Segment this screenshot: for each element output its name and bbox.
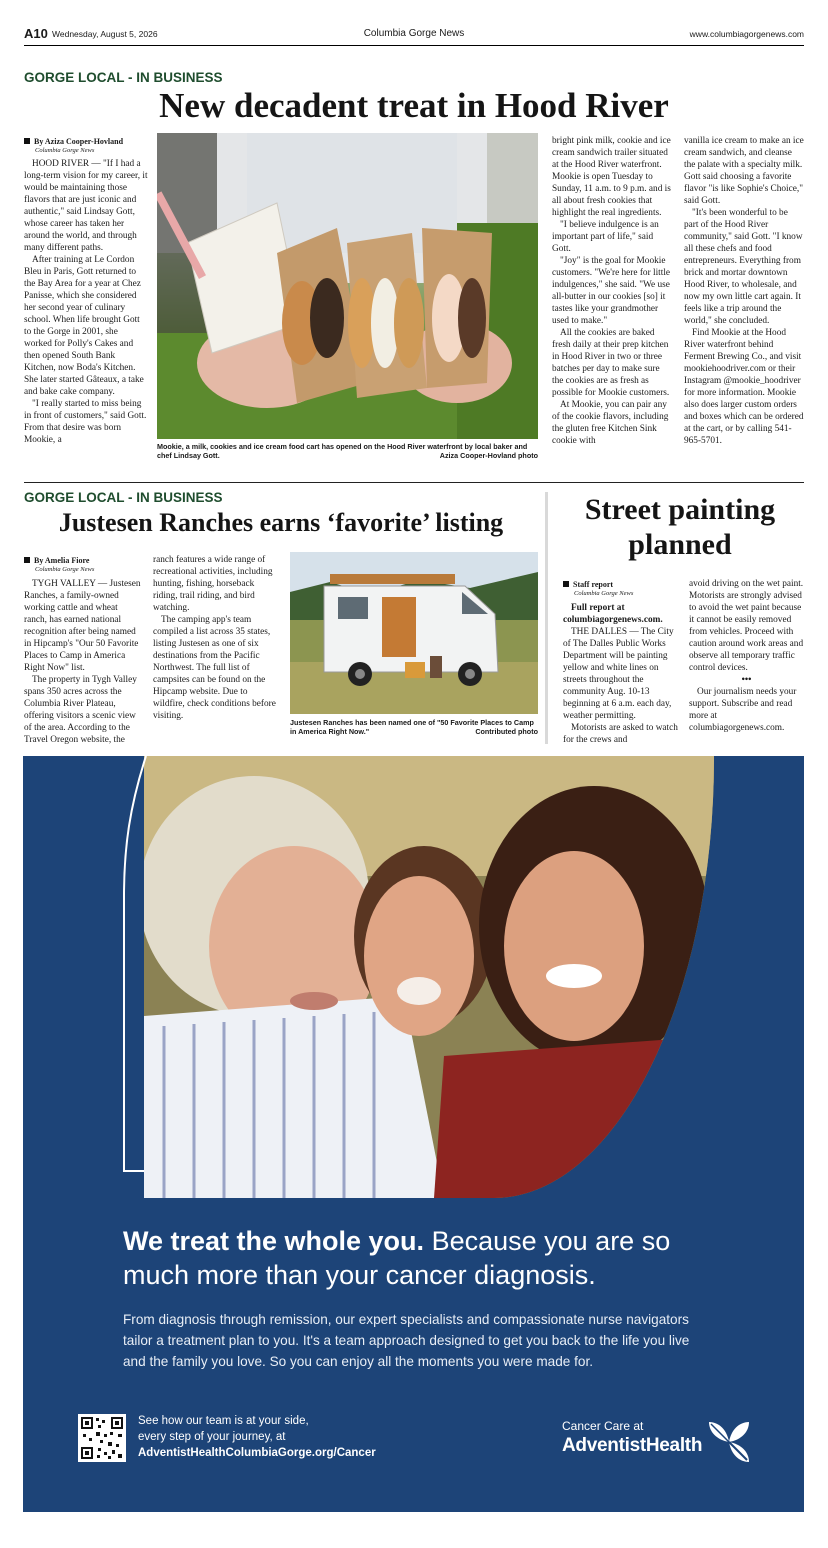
headline-line: planned — [628, 528, 732, 561]
story2-column-1 — [24, 578, 142, 746]
ad-decorative-arc — [120, 756, 150, 1176]
story1-column-3 — [684, 135, 804, 447]
paragraph: vanilla ice cream to make an ice cream sandwich, and cleanse the palate with a specialty milk. Gott said choosing a favorite flavor "is like Sophie's Choice," said Gott. — [684, 136, 804, 206]
paragraph: The camping app's team compiled a list across 35 states, listing Justesen as one of six destinations from the Pacific Northwest. The full list of campsites can be found on the Hipcamp website. Due to wildfire, check conditions before visiting. — [153, 615, 276, 721]
ad-call-to-action — [138, 1413, 458, 1461]
website-link[interactable]: www.columbiagorgenews.com — [689, 29, 804, 39]
section-label: GORGE LOCAL - IN BUSINESS — [24, 70, 223, 85]
paragraph: TYGH VALLEY — Justesen Ranches, a family-owned working cattle and wheat ranch, has earned national recognition after being named in Hipcamp's "Our 50 Favorite Places to Camp in America Right Now" list. — [24, 579, 141, 673]
ad-headline — [123, 1224, 723, 1292]
headline-mookie: New decadent treat in Hood River — [159, 86, 669, 125]
story1-column-1 — [24, 158, 148, 446]
ad-cta-line: every step of your journey, at — [138, 1431, 286, 1443]
photo-illustration — [290, 552, 538, 714]
story2-column-2 — [153, 554, 278, 722]
section-divider — [24, 482, 804, 483]
headline-justesen: Justesen Ranches earns ‘favorite’ listing — [58, 508, 504, 537]
ad-brand-logo-text: AdventistHealth — [562, 1435, 703, 1456]
byline-square-icon — [24, 557, 30, 563]
byline-org: Columbia Gorge News — [35, 566, 95, 573]
paragraph: "I really started to miss being in front of customers," said Gott. From that desire was born Mookie, a — [24, 399, 147, 445]
byline-block — [24, 137, 148, 155]
paragraph: Find Mookie at the Hood River waterfront behind Ferment Brewing Co., and visit mookiehoodriver.com or their Instagram @mookie_hoodriver for more information. Mookie also does larger custom orders and boxes which can be ordered at the cart, or by calling 541-965-5701. — [684, 328, 804, 446]
photo-illustration — [157, 133, 538, 439]
paragraph: avoid driving on the wet paint. Motorists are strongly advised to avoid the wet paint because it cannot be easily removed from vehicles. Proceed with caution around work areas and observe all temporary traffic control devices. — [689, 579, 804, 673]
photo-camper-van — [290, 552, 538, 714]
qr-code-icon[interactable] — [78, 1414, 126, 1462]
paragraph: "It's been wonderful to be part of the Hood River community," said Gott. "I know all these chefs and food entrepreneurs. Everything from brick and mortar downtown Hood River, to wholesale, and now my own little cart again. It feels like a trip around the world," she concluded. — [684, 208, 803, 326]
publication-name: Columbia Gorge News — [363, 28, 465, 39]
ad-body: From diagnosis through remission, our expert specialists and compassionate nurse navigators tailor a treatment plan to you. It's a team approach designed to get you back to the life you live and the family you love. So you can enjoy all the moments you were made for. — [123, 1312, 690, 1369]
ad-headline-rest: Because you are so much more than your cancer diagnosis. — [123, 1226, 671, 1290]
byline-block — [24, 556, 142, 574]
column-divider — [545, 492, 548, 744]
caption-text: Mookie, a milk, cookies and ice cream food cart has opened on the Hood River waterfront by local baker and chef Lindsay Gott. — [157, 442, 528, 460]
page-number: A10 — [24, 26, 48, 41]
ad-headline-bold: We treat the whole you. — [123, 1226, 425, 1256]
byline-block — [563, 580, 681, 598]
issue-date: Wednesday, August 5, 2026 — [52, 29, 158, 39]
byline-square-icon — [24, 138, 30, 144]
paragraph: "I believe indulgence is an important part of life," said Gott. — [552, 220, 659, 254]
story3-column-2 — [689, 578, 804, 734]
paragraph: All the cookies are baked fresh daily at their prep kitchen in Hood River in two or three batches per day to make sure the cookies are as fresh as possible for Mookie customers. — [552, 328, 670, 398]
photo-credit: Contributed photo — [475, 727, 538, 736]
paragraph: The property in Tygh Valley spans 350 acres across the Columbia River Plateau, offering visitors a scenic view of the area. According to the Travel Oregon website, the — [24, 675, 137, 745]
byline-square-icon — [563, 581, 569, 587]
byline-author: Staff report — [573, 580, 614, 589]
byline-org: Columbia Gorge News — [35, 147, 95, 154]
section-label: GORGE LOCAL - IN BUSINESS — [24, 490, 223, 505]
page-header — [24, 26, 804, 46]
photo-caption — [290, 718, 538, 736]
ad-brand-tagline: Cancer Care at — [562, 1419, 644, 1433]
byline-author: By Amelia Fiore — [34, 556, 90, 565]
paragraph: Motorists are asked to watch for the crews and — [563, 723, 678, 745]
separator-dots: ••• — [741, 675, 752, 685]
ad-cta-url[interactable]: AdventistHealthColumbiaGorge.org/Cancer — [138, 1447, 376, 1459]
paragraph: After training at Le Cordon Bleu in Paris, Gott returned to the Bay Area for a year at Chez Panisse, which she considered her second year of culinary school. When life brought Gott to the Gorge in 2001, she worked for Polly's Cakes and then opened South Bank Kitchen, now Boda's Kitchen. She later started Gâteaux, a take and bake cake company. — [24, 255, 144, 397]
headline-line: Street painting — [584, 493, 776, 526]
leaf-logo-icon — [707, 1420, 751, 1464]
ad-cta-line: See how our team is at your side, — [138, 1415, 309, 1427]
photo-credit: Aziza Cooper-Hovland photo — [439, 451, 538, 460]
caption-text: Justesen Ranches has been named one of "50 Favorite Places to Camp in America Right Now." — [290, 718, 534, 736]
paragraph: THE DALLES — The City of The Dalles Public Works Department will be painting yellow and white lines on streets throughout the community Aug. 10-13 beginning at 6 a.m. each day, weather permitting. — [563, 627, 674, 721]
story1-column-2 — [552, 135, 672, 447]
byline-org: Columbia Gorge News — [574, 590, 634, 597]
photo-caption — [157, 442, 538, 460]
paragraph: HOOD RIVER — "If I had a long-term vision for my career, it would be maintaining those flavors that are just iconic and authentic," said Lindsay Gott, whose career has taken her around the world, and through many different paths. — [24, 159, 148, 253]
web-lead-link[interactable]: Full report at columbiagorgenews.com. — [563, 603, 663, 625]
headline-street-painting — [556, 492, 804, 562]
byline-author: By Aziza Cooper-Hovland — [34, 137, 124, 146]
story3-column-1 — [563, 602, 681, 746]
paragraph: ranch features a wide range of recreational activities, including hunting, fishing, horseback riding, trail riding, and bird watching. — [153, 555, 273, 613]
photo-cookie-sandwiches — [157, 133, 538, 439]
paragraph: bright pink milk, cookie and ice cream sandwich trailer situated at the Hood River waterfront. Mookie is open Tuesday to Sunday, 11 a.m. to 9 p.m. and is all about fresh cookies that highlight the real ingredients. — [552, 136, 671, 218]
paragraph: At Mookie, you can pair any of the cookie flavors, including the gluten free Kitchen Sink cookie with — [552, 400, 669, 446]
paragraph: "Joy" is the goal for Mookie customers. "We're here for little indulgences," she said. "We use all-butter in our cookies [so] it tastes like your grandmother used to make." — [552, 256, 671, 326]
subscribe-promo[interactable]: Our journalism needs your support. Subscribe and read more at columbiagorgenews.com. — [689, 687, 797, 733]
